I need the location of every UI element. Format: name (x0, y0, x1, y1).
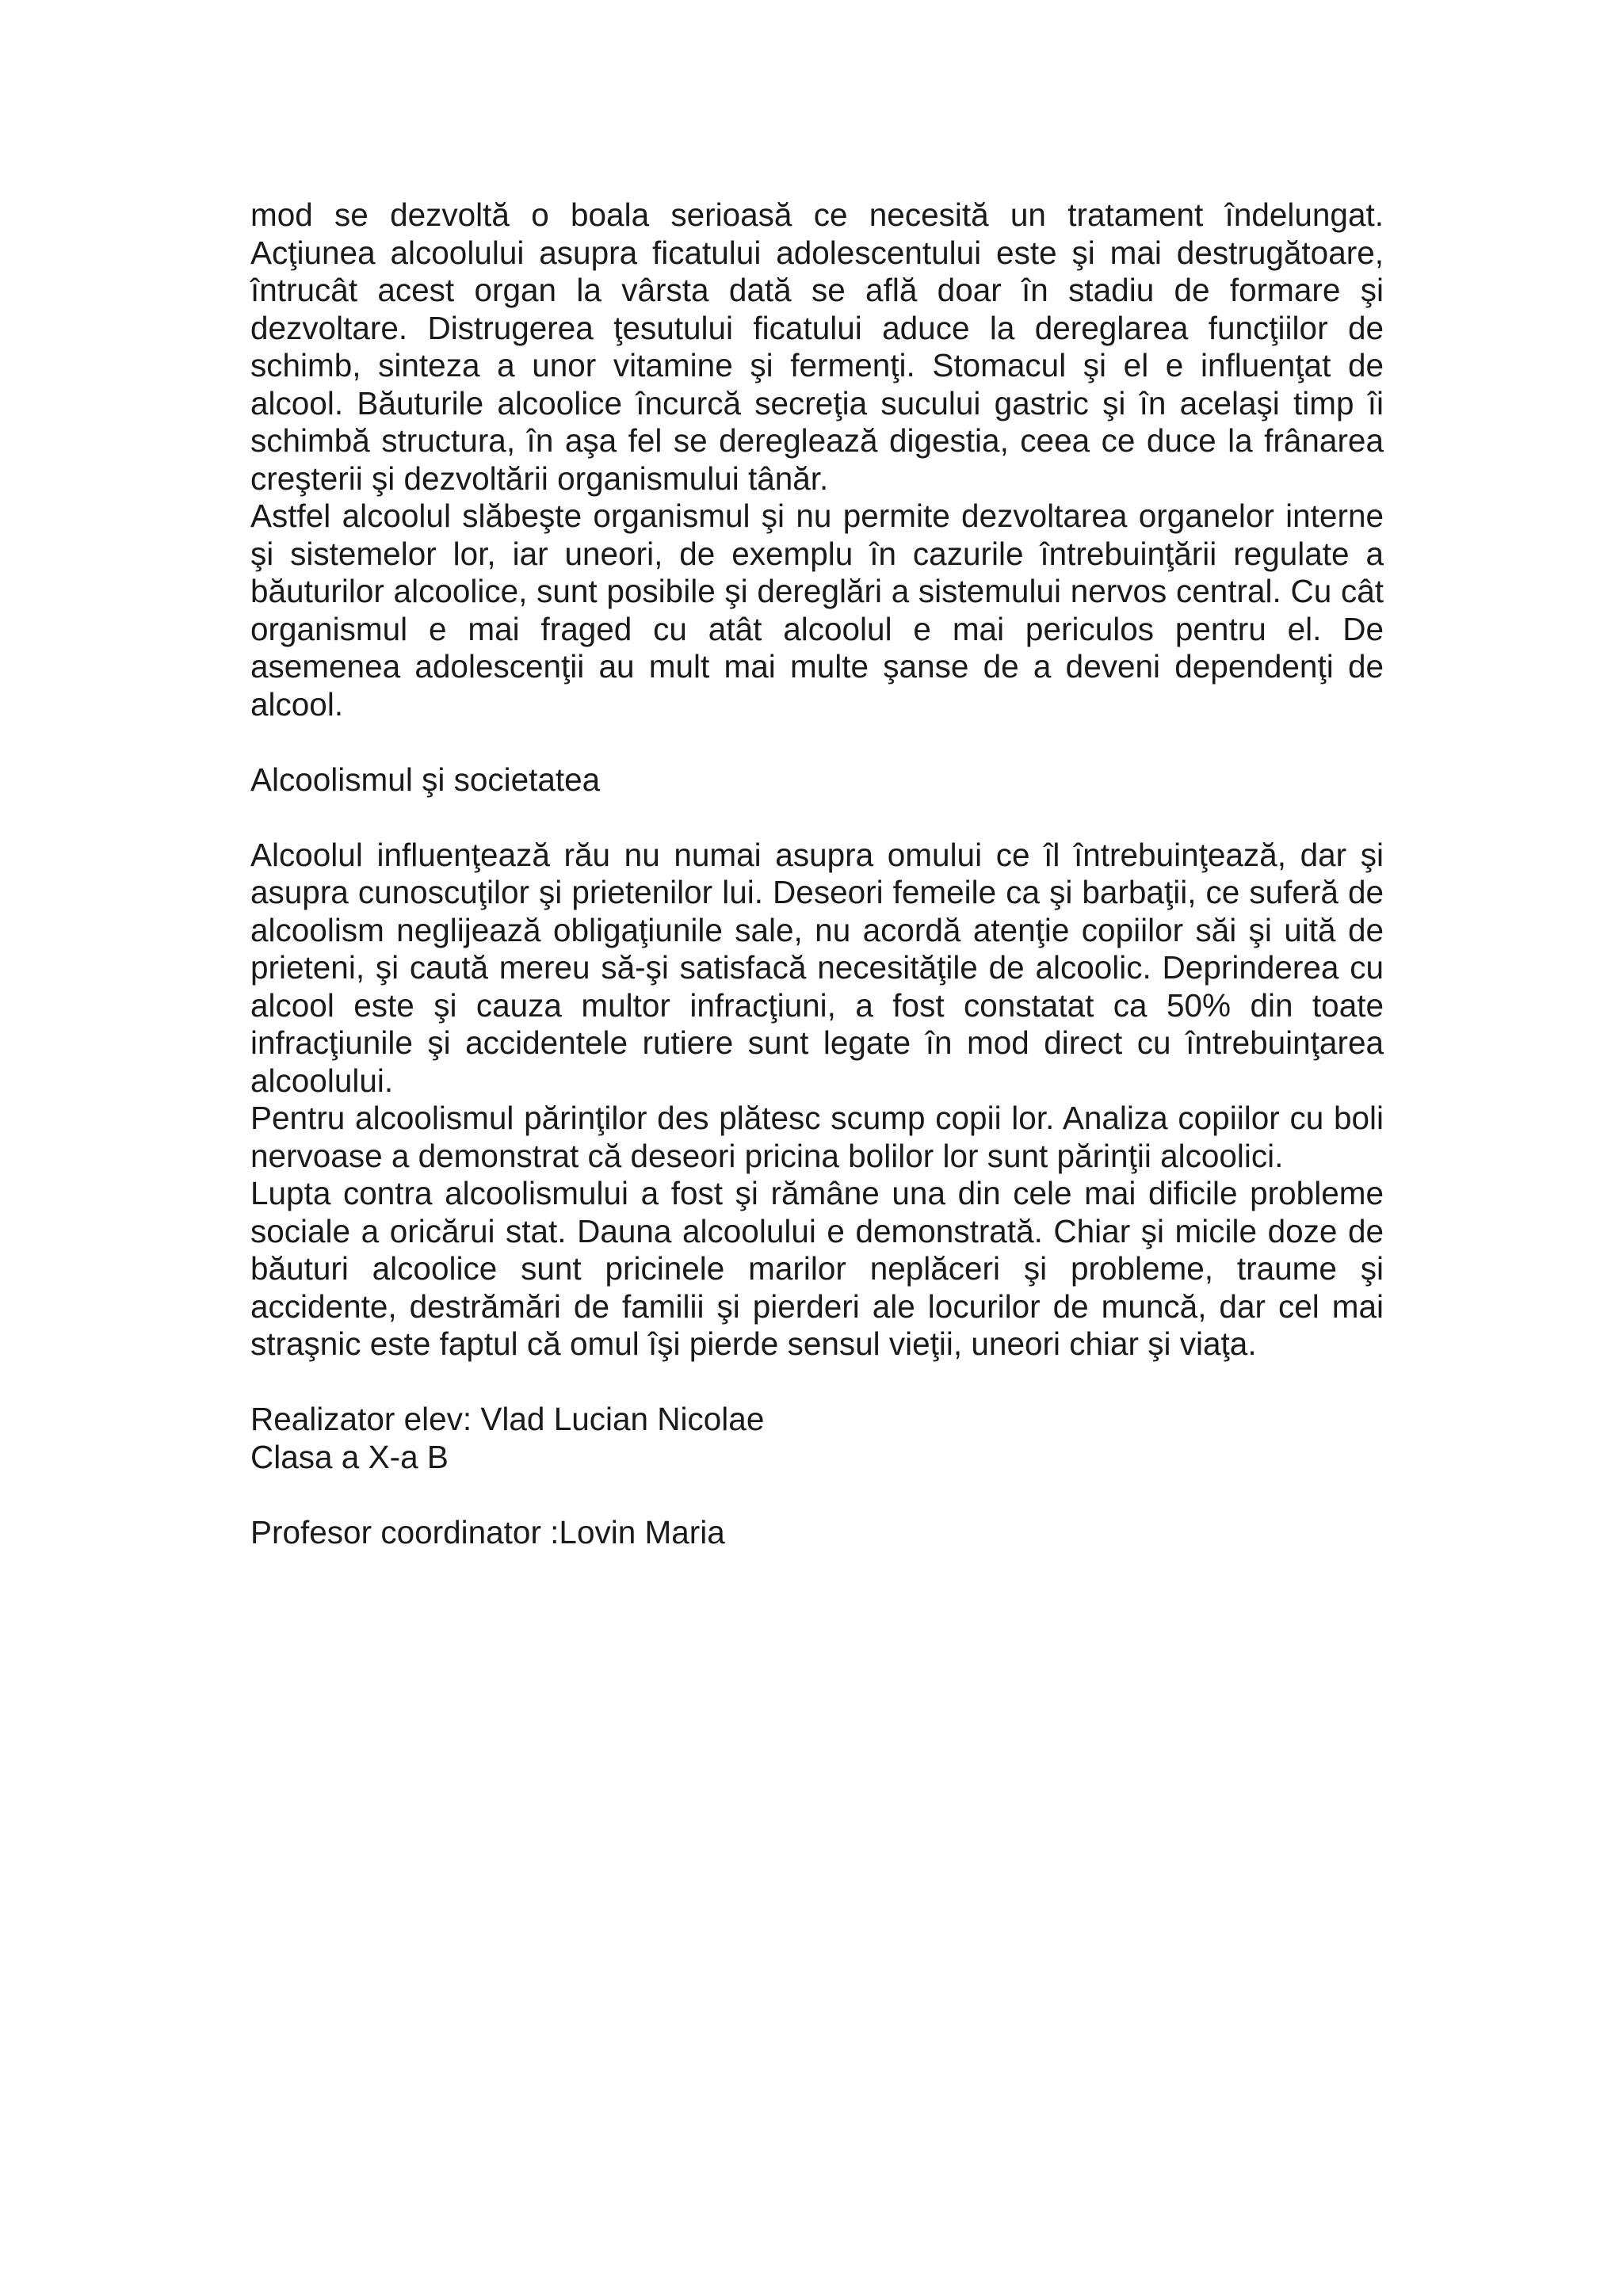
author-line: Realizator elev: Vlad Lucian Nicolae (250, 1401, 765, 1437)
body-paragraph: Lupta contra alcoolismului a fost şi rămâne una din cele mai dificile probleme sociale a oricărui stat. Dauna alcoolului e demonstrată. Chiar şi micile doze de băuturi alcoolice sunt pricinele marilor neplăceri şi probleme, traume şi accidente, destrămări de familii şi pierderi ale locurilor de muncă, dar cel mai straşnic este faptul că omul îşi pierde sensul vieţii, uneori chiar şi viaţa. (250, 1175, 1384, 1362)
body-paragraph: Alcoolul influenţează rău nu numai asupra omului ce îl întrebuinţează, dar şi asupra cunoscuţilor şi prietenilor lui. Deseori femeile ca şi barbaţii, ce suferă de alcoolism neglijează obligaţiunile sale, nu acordă atenţie copiilor săi şi uită de prieteni, şi caută mereu să-şi satisfacă necesităţile de alcoolic. Deprinderea cu alcool este şi cauza multor infracţiuni, a fost constatat ca 50% din toate infracţiunile şi accidentele rutiere sunt legate în mod direct cu întrebuinţarea alcoolului. (250, 836, 1384, 1099)
paragraph-spacer (250, 723, 1384, 761)
section-heading: Alcoolismul şi societatea (250, 761, 601, 798)
class-line: Clasa a X-a B (250, 1438, 449, 1475)
body-paragraph: Astfel alcoolul slăbeşte organismul şi nu permite dezvoltarea organelor interne şi sistemelor lor, iar uneori, de exemplu în cazurile întrebuinţării regulate a băuturilor alcoolice, sunt posibile şi dereglări a sistemului nervos central. Cu cât organismul e mai fraged cu atât alcoolul e mai periculos pentru el. De asemenea adolescenţii au mult mai multe şanse de a deveni dependenţi de alcool. (250, 498, 1384, 723)
paragraph-spacer (250, 1363, 1384, 1402)
coordinator-line: Profesor coordinator :Lovin Maria (250, 1513, 725, 1550)
body-paragraph: Pentru alcoolismul părinţilor des plătesc scump copii lor. Analiza copiilor cu boli nervoase a demonstrat că deseori pricina bolilor lor sunt părinţii alcoolici. (250, 1100, 1384, 1174)
paragraph-spacer (250, 799, 1384, 837)
body-paragraph: mod se dezvoltă o boala serioasă ce necesită un tratament îndelungat. Acţiunea alcoolului asupra ficatului adolescentului este şi mai destrugătoare, întrucât acest organ la vârsta dată se află doar în stadiu de formare şi dezvoltare. Distrugerea ţesutului ficatului aduce la dereglarea funcţiilor de schimb, sinteza a unor vitamine şi fermenţi. Stomacul şi el e influenţat de alcool. Băuturile alcoolice încurcă secreţia sucului gastric şi în acelaşi timp îi schimbă structura, în aşa fel se dereglează digestia, ceea ce duce la frânarea creşterii şi dezvoltării organismului tânăr. (250, 196, 1384, 497)
document-body (250, 196, 1384, 1551)
paragraph-spacer (250, 1476, 1384, 1514)
